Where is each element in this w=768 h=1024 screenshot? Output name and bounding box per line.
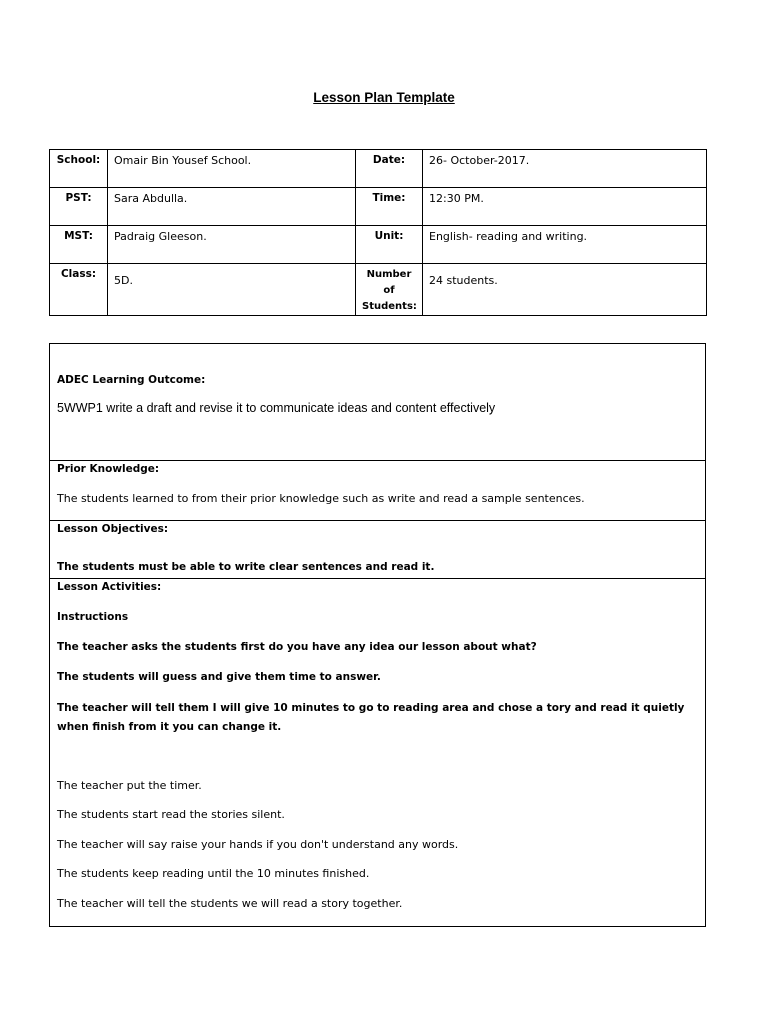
lesson-info-table [49, 149, 707, 316]
outcome-section [50, 344, 705, 461]
students-label-line: Number [366, 269, 412, 280]
list-item: The students keep reading until the 10 minutes finished. [57, 867, 370, 880]
unit-value: English- reading and writing. [423, 226, 707, 264]
class-label: Class: [50, 264, 108, 316]
mst-label: MST: [50, 226, 108, 264]
list-item: The teacher will say raise your hands if you don't understand any words. [57, 838, 459, 851]
list-item: The teacher asks the students first do you have any idea our lesson about what? [57, 641, 537, 653]
pst-label: PST: [50, 188, 108, 226]
list-item: The students start read the stories silent. [57, 808, 285, 821]
date-value: 26- October-2017. [423, 150, 707, 188]
time-label: Time: [356, 188, 423, 226]
list-item: The teacher will tell them I will give 10 minutes to go to reading area and chose a tory and read it quietly when finish from it you can change it. [57, 702, 685, 733]
school-value: Omair Bin Yousef School. [108, 150, 356, 188]
school-label: School: [50, 150, 108, 188]
activities-heading: Lesson Activities: [57, 581, 162, 593]
lesson-details-box [49, 343, 706, 927]
unit-label: Unit: [356, 226, 423, 264]
list-item: The teacher put the timer. [57, 779, 202, 792]
pst-value: Sara Abdulla. [108, 188, 356, 226]
table-row [50, 264, 707, 316]
time-value: 12:30 PM. [423, 188, 707, 226]
page-title: Lesson Plan Template [313, 90, 455, 105]
students-label [356, 264, 423, 316]
students-label-line: Students: [362, 301, 417, 312]
table-row [50, 150, 707, 188]
date-label: Date: [356, 150, 423, 188]
prior-knowledge-heading: Prior Knowledge: [57, 463, 160, 475]
students-label-line: of [383, 285, 395, 296]
students-value: 24 students. [423, 264, 707, 316]
mst-value: Padraig Gleeson. [108, 226, 356, 264]
class-value: 5D. [108, 264, 356, 316]
activities-subheading: Instructions [57, 611, 129, 623]
prior-knowledge-section [50, 461, 705, 521]
objectives-text: The students must be able to write clear sentences and read it. [57, 561, 435, 573]
list-item: The teacher will tell the students we will read a story together. [57, 897, 403, 910]
outcome-text: 5WWP1 write a draft and revise it to communicate ideas and content effectively [57, 401, 496, 415]
objectives-section [50, 521, 705, 579]
activities-section [50, 579, 705, 926]
outcome-heading: ADEC Learning Outcome: [57, 374, 206, 386]
prior-knowledge-text: The students learned to from their prior knowledge such as write and read a sample sentences. [57, 492, 585, 505]
list-item: The students will guess and give them time to answer. [57, 671, 381, 683]
objectives-heading: Lesson Objectives: [57, 523, 169, 535]
table-row [50, 226, 707, 264]
table-row [50, 188, 707, 226]
